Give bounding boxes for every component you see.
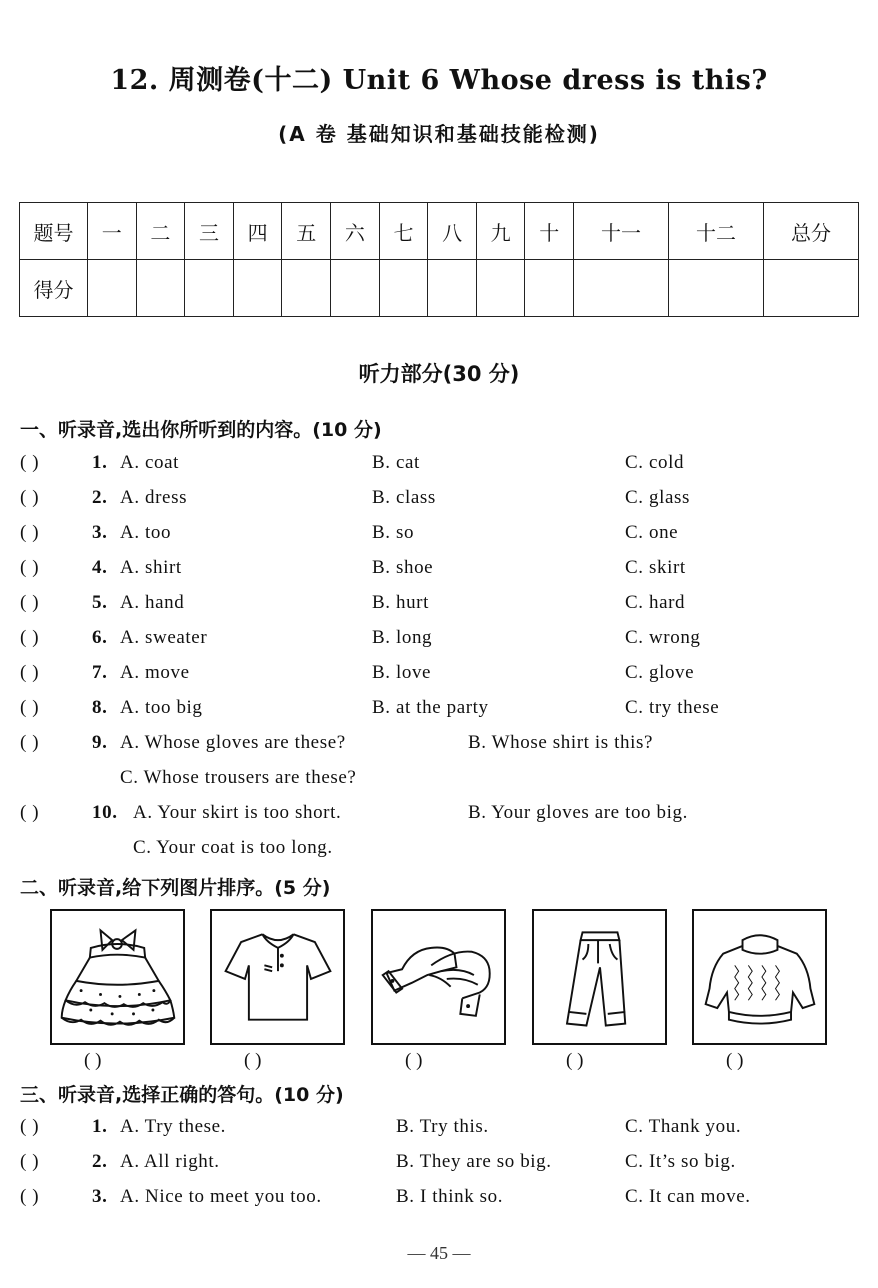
option-b: B. Whose shirt is this? (468, 732, 653, 753)
score-table-cell: 三 (185, 203, 234, 260)
question-number: 3. (92, 1186, 108, 1207)
picture-skirt (50, 909, 185, 1045)
score-input-cell[interactable] (669, 260, 764, 317)
option-c: C. Your coat is too long. (133, 837, 333, 858)
option-a: A. Try these. (120, 1116, 226, 1137)
answer-blank[interactable]: ( ) (20, 1186, 40, 1207)
score-table-header-row (20, 203, 859, 260)
score-row-label: 得分 (20, 260, 88, 317)
picture-sweater (692, 909, 827, 1045)
question-number: 7. (92, 662, 108, 683)
score-input-cell[interactable] (282, 260, 331, 317)
option-c: C. try these (625, 697, 720, 718)
question-number: 6. (92, 627, 108, 648)
score-input-cell[interactable] (185, 260, 234, 317)
score-table-cell: 五 (282, 203, 331, 260)
score-table (19, 202, 859, 317)
shirt-icon (212, 911, 343, 1043)
question-number: 5. (92, 592, 108, 613)
option-b: B. long (372, 627, 433, 648)
option-a: A. too (120, 522, 172, 543)
option-a: A. shirt (120, 557, 182, 578)
picture-shirt (210, 909, 345, 1045)
answer-blank[interactable]: ( ) (20, 627, 40, 648)
option-c: C. wrong (625, 627, 701, 648)
score-input-cell[interactable] (574, 260, 669, 317)
answer-blank[interactable]: ( ) (20, 732, 40, 753)
score-table-score-row (20, 260, 859, 317)
question-number: 1. (92, 452, 108, 473)
option-a: A. sweater (120, 627, 208, 648)
option-a: A. Whose gloves are these? (120, 732, 346, 753)
score-input-cell[interactable] (763, 260, 858, 317)
picture-gloves (371, 909, 506, 1045)
option-b: B. shoe (372, 557, 434, 578)
option-b: B. Your gloves are too big. (468, 802, 688, 823)
question-number: 10. (92, 802, 118, 823)
answer-blank[interactable]: ( ) (20, 1116, 40, 1137)
picture-answer-blank[interactable]: ( ) (726, 1050, 744, 1071)
option-c: C. glass (625, 487, 690, 508)
option-a: A. coat (120, 452, 180, 473)
trousers-icon (534, 911, 665, 1043)
score-table-cell: 二 (136, 203, 185, 260)
score-input-cell[interactable] (428, 260, 477, 317)
score-table-cell: 四 (233, 203, 282, 260)
score-table-cell: 六 (331, 203, 380, 260)
score-table-cell: 十 (525, 203, 574, 260)
question-number: 2. (92, 487, 108, 508)
score-table-cell: 十二 (669, 203, 764, 260)
score-table-cell: 九 (476, 203, 525, 260)
option-b: B. so (372, 522, 415, 543)
option-c: C. hard (625, 592, 686, 613)
score-table-cell: 题号 (20, 203, 88, 260)
option-b: B. hurt (372, 592, 429, 613)
option-c: C. It can move. (625, 1186, 751, 1207)
section-2-title: 二、听录音,给下列图片排序。(5 分) (20, 877, 331, 899)
answer-blank[interactable]: ( ) (20, 802, 40, 823)
question-number: 8. (92, 697, 108, 718)
answer-blank[interactable]: ( ) (20, 452, 40, 473)
option-c: C. skirt (625, 557, 686, 578)
question-number: 2. (92, 1151, 108, 1172)
question-number: 1. (92, 1116, 108, 1137)
score-input-cell[interactable] (476, 260, 525, 317)
sweater-icon (694, 911, 825, 1043)
gloves-icon (373, 911, 504, 1043)
score-input-cell[interactable] (379, 260, 428, 317)
answer-blank[interactable]: ( ) (20, 487, 40, 508)
score-table-cell: 八 (428, 203, 477, 260)
option-a: A. dress (120, 487, 188, 508)
page-subtitle: (A 卷 基础知识和基础技能检测) (278, 122, 600, 146)
option-b: B. cat (372, 452, 420, 473)
score-input-cell[interactable] (331, 260, 380, 317)
answer-blank[interactable]: ( ) (20, 592, 40, 613)
option-b: B. I think so. (396, 1186, 504, 1207)
option-a: A. All right. (120, 1151, 220, 1172)
answer-blank[interactable]: ( ) (20, 522, 40, 543)
score-input-cell[interactable] (233, 260, 282, 317)
page-number: — 45 — (407, 1243, 471, 1263)
picture-trousers (532, 909, 667, 1045)
picture-answer-blank[interactable]: ( ) (566, 1050, 584, 1071)
option-b: B. at the party (372, 697, 489, 718)
score-table-cell: 总分 (763, 203, 858, 260)
score-table-cell: 一 (88, 203, 137, 260)
option-b: B. class (372, 487, 436, 508)
answer-blank[interactable]: ( ) (20, 557, 40, 578)
answer-blank[interactable]: ( ) (20, 1151, 40, 1172)
skirt-icon (52, 911, 183, 1043)
option-c: C. Thank you. (625, 1116, 742, 1137)
option-c: C. glove (625, 662, 695, 683)
score-table-cell: 十一 (574, 203, 669, 260)
option-b: B. They are so big. (396, 1151, 552, 1172)
option-b: B. Try this. (396, 1116, 489, 1137)
answer-blank[interactable]: ( ) (20, 662, 40, 683)
option-a: A. Nice to meet you too. (120, 1186, 322, 1207)
question-number: 3. (92, 522, 108, 543)
option-c: C. one (625, 522, 679, 543)
page-title: 12. 周测卷(十二) Unit 6 Whose dress is this? (110, 65, 768, 96)
option-c: C. cold (625, 452, 685, 473)
option-c: C. It’s so big. (625, 1151, 736, 1172)
section-1-title: 一、听录音,选出你所听到的内容。(10 分) (20, 419, 382, 441)
score-table-cell: 七 (379, 203, 428, 260)
option-a: A. Your skirt is too short. (133, 802, 342, 823)
option-b: B. love (372, 662, 432, 683)
score-input-cell[interactable] (525, 260, 574, 317)
answer-blank[interactable]: ( ) (20, 697, 40, 718)
option-a: A. too big (120, 697, 203, 718)
option-c: C. Whose trousers are these? (120, 767, 357, 788)
score-input-cell[interactable] (136, 260, 185, 317)
listening-part-title: 听力部分(30 分) (358, 362, 520, 386)
question-number: 9. (92, 732, 108, 753)
picture-answer-blank[interactable]: ( ) (405, 1050, 423, 1071)
section-3-title: 三、听录音,选择正确的答句。(10 分) (20, 1084, 344, 1106)
score-input-cell[interactable] (88, 260, 137, 317)
option-a: A. hand (120, 592, 185, 613)
picture-answer-blank[interactable]: ( ) (84, 1050, 102, 1071)
option-a: A. move (120, 662, 190, 683)
question-number: 4. (92, 557, 108, 578)
picture-answer-blank[interactable]: ( ) (244, 1050, 262, 1071)
